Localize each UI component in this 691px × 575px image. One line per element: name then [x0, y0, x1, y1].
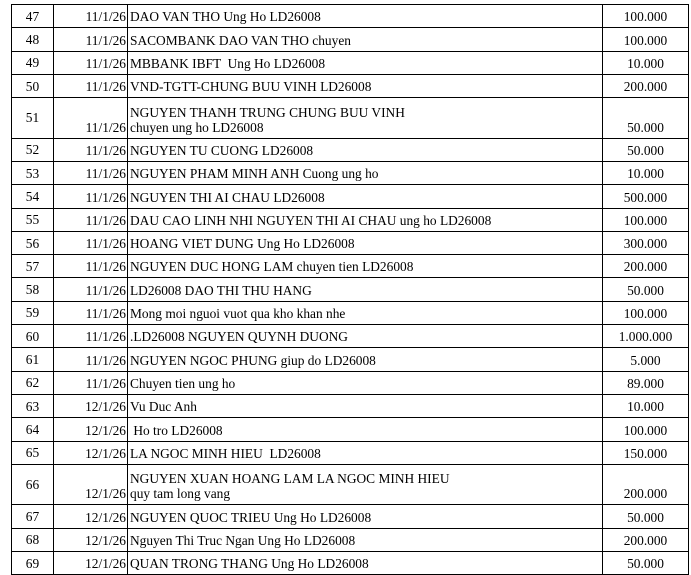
- row-description: [128, 394, 603, 417]
- row-date: 12/1/26: [54, 441, 128, 464]
- row-date: 11/1/26: [54, 161, 128, 184]
- description-line: LA NGOC MINH HIEU LD26008: [130, 445, 321, 461]
- row-description: [128, 28, 603, 51]
- row-date: 11/1/26: [54, 325, 128, 348]
- row-description: [128, 551, 603, 574]
- table-row: [12, 255, 689, 278]
- row-number: 67: [12, 505, 54, 528]
- description-line: Chuyen tien ung ho: [130, 375, 236, 391]
- description-line: NGUYEN NGOC PHUNG giup do LD26008: [130, 352, 376, 368]
- row-description: [128, 5, 603, 28]
- row-description: [128, 161, 603, 184]
- description-line: LD26008 DAO THI THU HANG: [130, 282, 312, 298]
- row-number: 51: [12, 98, 54, 139]
- table-row: [12, 74, 689, 97]
- row-description: [128, 464, 603, 505]
- row-date: 11/1/26: [54, 371, 128, 394]
- row-description: [128, 528, 603, 551]
- description-line: Vu Duc Anh: [130, 399, 197, 415]
- row-number: 66: [12, 464, 54, 505]
- table-row: [12, 51, 689, 74]
- row-amount: 5.000: [603, 348, 689, 371]
- description-line: Ho tro LD26008: [130, 422, 223, 438]
- row-amount: 50.000: [603, 98, 689, 139]
- row-date: 11/1/26: [54, 301, 128, 324]
- description-line: Mong moi nguoi vuot qua kho khan nhe: [130, 306, 346, 322]
- row-number: 50: [12, 74, 54, 97]
- row-amount: 89.000: [603, 371, 689, 394]
- row-date: 11/1/26: [54, 208, 128, 231]
- description-line: NGUYEN THI AI CHAU LD26008: [130, 189, 325, 205]
- row-amount: 150.000: [603, 441, 689, 464]
- row-date: 12/1/26: [54, 551, 128, 574]
- row-description: [128, 505, 603, 528]
- description-line: NGUYEN PHAM MINH ANH Cuong ung ho: [130, 166, 379, 182]
- row-description: [128, 74, 603, 97]
- row-amount: 500.000: [603, 185, 689, 208]
- row-date: 11/1/26: [54, 5, 128, 28]
- row-date: 11/1/26: [54, 98, 128, 139]
- table-row: [12, 185, 689, 208]
- table-row: [12, 528, 689, 551]
- row-number: 69: [12, 551, 54, 574]
- row-amount: 10.000: [603, 51, 689, 74]
- row-date: 11/1/26: [54, 255, 128, 278]
- description-line: HOANG VIET DUNG Ung Ho LD26008: [130, 236, 355, 252]
- table-row: [12, 138, 689, 161]
- table-row: [12, 551, 689, 574]
- row-number: 65: [12, 441, 54, 464]
- row-number: 53: [12, 161, 54, 184]
- row-date: 11/1/26: [54, 138, 128, 161]
- table-row: [12, 371, 689, 394]
- description-line: DAU CAO LINH NHI NGUYEN THI AI CHAU ung ho LD26008: [130, 212, 492, 228]
- table-row: [12, 441, 689, 464]
- row-amount: 100.000: [603, 418, 689, 441]
- row-number: 47: [12, 5, 54, 28]
- row-description: [128, 371, 603, 394]
- description-line: Nguyen Thi Truc Ngan Ung Ho LD26008: [130, 532, 356, 548]
- description-line: SACOMBANK DAO VAN THO chuyen: [130, 32, 351, 48]
- row-amount: 50.000: [603, 551, 689, 574]
- row-number: 52: [12, 138, 54, 161]
- row-description: [128, 301, 603, 324]
- row-number: 60: [12, 325, 54, 348]
- row-number: 63: [12, 394, 54, 417]
- row-description: [128, 98, 603, 139]
- row-number: 68: [12, 528, 54, 551]
- row-number: 56: [12, 231, 54, 254]
- description-line: NGUYEN TU CUONG LD26008: [130, 142, 314, 158]
- row-date: 12/1/26: [54, 505, 128, 528]
- row-date: 11/1/26: [54, 185, 128, 208]
- row-description: [128, 231, 603, 254]
- row-date: 12/1/26: [54, 394, 128, 417]
- row-description: [128, 138, 603, 161]
- table-row: [12, 348, 689, 371]
- table-row: [12, 278, 689, 301]
- table-row: [12, 301, 689, 324]
- description-line: quy tam long vang: [130, 486, 231, 502]
- row-number: 59: [12, 301, 54, 324]
- row-description: [128, 278, 603, 301]
- row-date: 11/1/26: [54, 231, 128, 254]
- table-row: [12, 231, 689, 254]
- row-description: [128, 255, 603, 278]
- table-row: [12, 161, 689, 184]
- row-number: 54: [12, 185, 54, 208]
- table-row: [12, 28, 689, 51]
- row-date: 11/1/26: [54, 74, 128, 97]
- table-row: [12, 5, 689, 28]
- row-date: 11/1/26: [54, 51, 128, 74]
- row-amount: 200.000: [603, 464, 689, 505]
- row-number: 55: [12, 208, 54, 231]
- row-amount: 10.000: [603, 161, 689, 184]
- row-date: 12/1/26: [54, 528, 128, 551]
- row-number: 49: [12, 51, 54, 74]
- row-amount: 300.000: [603, 231, 689, 254]
- table-row: [12, 325, 689, 348]
- row-description: [128, 185, 603, 208]
- row-number: 62: [12, 371, 54, 394]
- description-line: NGUYEN QUOC TRIEU Ung Ho LD26008: [130, 509, 372, 525]
- ledger-body: [12, 5, 689, 575]
- row-date: 11/1/26: [54, 278, 128, 301]
- description-line: NGUYEN XUAN HOANG LAM LA NGOC MINH HIEU: [130, 471, 450, 487]
- description-line: NGUYEN DUC HONG LAM chuyen tien LD26008: [130, 259, 414, 275]
- row-amount: 100.000: [603, 5, 689, 28]
- row-description: [128, 418, 603, 441]
- row-amount: 200.000: [603, 528, 689, 551]
- row-description: [128, 348, 603, 371]
- row-amount: 50.000: [603, 278, 689, 301]
- row-description: [128, 51, 603, 74]
- row-date: 11/1/26: [54, 28, 128, 51]
- row-number: 48: [12, 28, 54, 51]
- description-line: MBBANK IBFT Ung Ho LD26008: [130, 55, 326, 71]
- row-amount: 100.000: [603, 28, 689, 51]
- table-row: [12, 98, 689, 139]
- row-date: 12/1/26: [54, 418, 128, 441]
- row-amount: 200.000: [603, 255, 689, 278]
- row-description: [128, 441, 603, 464]
- row-amount: 10.000: [603, 394, 689, 417]
- row-amount: 1.000.000: [603, 325, 689, 348]
- row-amount: 50.000: [603, 138, 689, 161]
- table-row: [12, 418, 689, 441]
- row-amount: 100.000: [603, 301, 689, 324]
- row-number: 57: [12, 255, 54, 278]
- description-line: VND-TGTT-CHUNG BUU VINH LD26008: [130, 79, 372, 95]
- row-date: 11/1/26: [54, 348, 128, 371]
- description-line: .LD26008 NGUYEN QUYNH DUONG: [130, 329, 348, 345]
- row-number: 58: [12, 278, 54, 301]
- row-number: 64: [12, 418, 54, 441]
- table-row: [12, 208, 689, 231]
- row-description: [128, 325, 603, 348]
- description-line: chuyen ung ho LD26008: [130, 119, 264, 135]
- description-line: DAO VAN THO Ung Ho LD26008: [130, 9, 321, 25]
- row-description: [128, 208, 603, 231]
- row-number: 61: [12, 348, 54, 371]
- donation-table: [11, 4, 689, 575]
- row-amount: 50.000: [603, 505, 689, 528]
- table-row: [12, 394, 689, 417]
- table-row: [12, 464, 689, 505]
- row-amount: 200.000: [603, 74, 689, 97]
- row-date: 12/1/26: [54, 464, 128, 505]
- description-line: QUAN TRONG THANG Ung Ho LD26008: [130, 556, 369, 572]
- row-amount: 100.000: [603, 208, 689, 231]
- description-line: NGUYEN THANH TRUNG CHUNG BUU VINH: [130, 104, 405, 120]
- table-row: [12, 505, 689, 528]
